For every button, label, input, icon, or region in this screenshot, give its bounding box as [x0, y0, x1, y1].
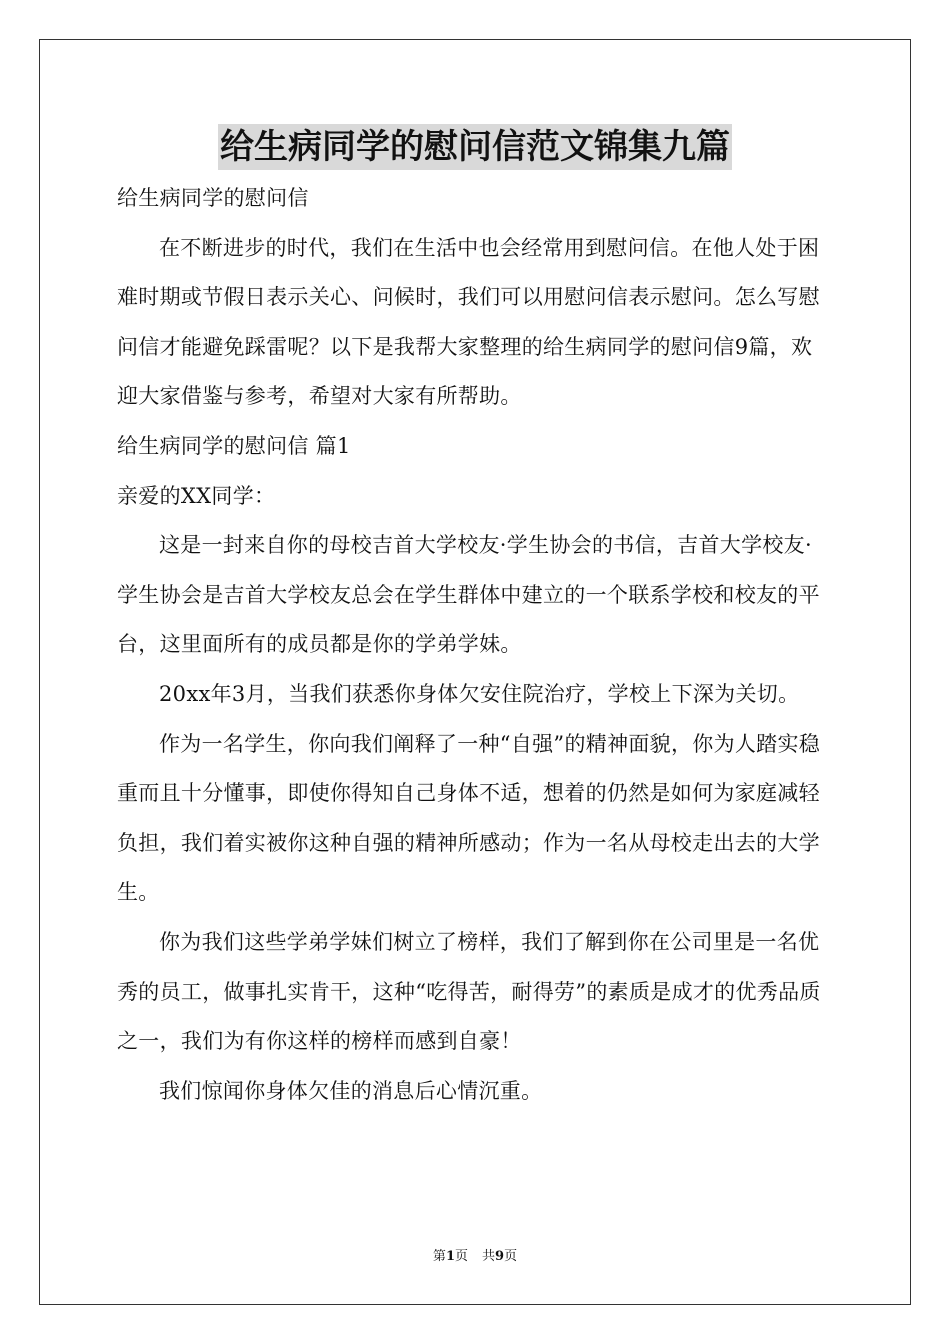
document-body — [117, 174, 833, 1116]
page-footer — [0, 1248, 950, 1266]
letter-heading: 给生病同学的慰问信 篇1 — [117, 433, 351, 458]
page-suffix: 页 — [454, 1249, 468, 1264]
total-suffix: 页 — [504, 1249, 518, 1264]
section-heading: 给生病同学的慰问信 — [117, 186, 309, 210]
intro-paragraph: 在不断进步的时代，我们在生活中也会经常用到慰问信。在他人处于困难时期或节假日表示关心、问候时，我们可以用慰问信表示慰问。怎么写慰问信才能避免踩雷呢？以下是我帮大家整理的给生病同学的慰问信9篇，欢迎大家借鉴与参考，希望对大家有所帮助。 — [117, 235, 820, 409]
total-page-number: 9 — [495, 1249, 505, 1264]
document-title: 给生病同学的慰问信范文锦集九篇 — [218, 124, 732, 170]
body-paragraph: 我们惊闻你身体欠佳的消息后心情沉重。 — [159, 1078, 543, 1103]
body-paragraph: 你为我们这些学弟学妹们树立了榜样，我们了解到你在公司里是一名优秀的员工，做事扎实肯干，这种“吃得苦，耐得劳”的素质是成才的优秀品质之一，我们为有你这样的榜样而感到自豪！ — [117, 929, 821, 1054]
body-paragraph: 作为一名学生，你向我们阐释了一种“自强”的精神面貌，你为人踏实稳重而且十分懂事，即使你得知自己身体不适，想着的仍然是如何为家庭减轻负担，我们着实被你这种自强的精神所感动；作为一名从母校走出去的大学生。 — [117, 731, 821, 905]
current-page-number: 1 — [445, 1249, 455, 1264]
body-paragraph: 20xx年3月，当我们获悉你身体欠安住院治疗，学校上下深为关切。 — [159, 681, 800, 706]
page-prefix: 第 — [432, 1249, 446, 1264]
body-paragraph: 这是一封来自你的母校吉首大学校友·学生协会的书信，吉首大学校友·学生协会是吉首大学校友总会在学生群体中建立的一个联系学校和校友的平台，这里面所有的成员都是你的学弟学妹。 — [117, 533, 820, 657]
total-prefix: 共 — [482, 1249, 496, 1264]
title-container — [0, 124, 950, 170]
salutation: 亲爱的XX同学： — [117, 483, 276, 508]
